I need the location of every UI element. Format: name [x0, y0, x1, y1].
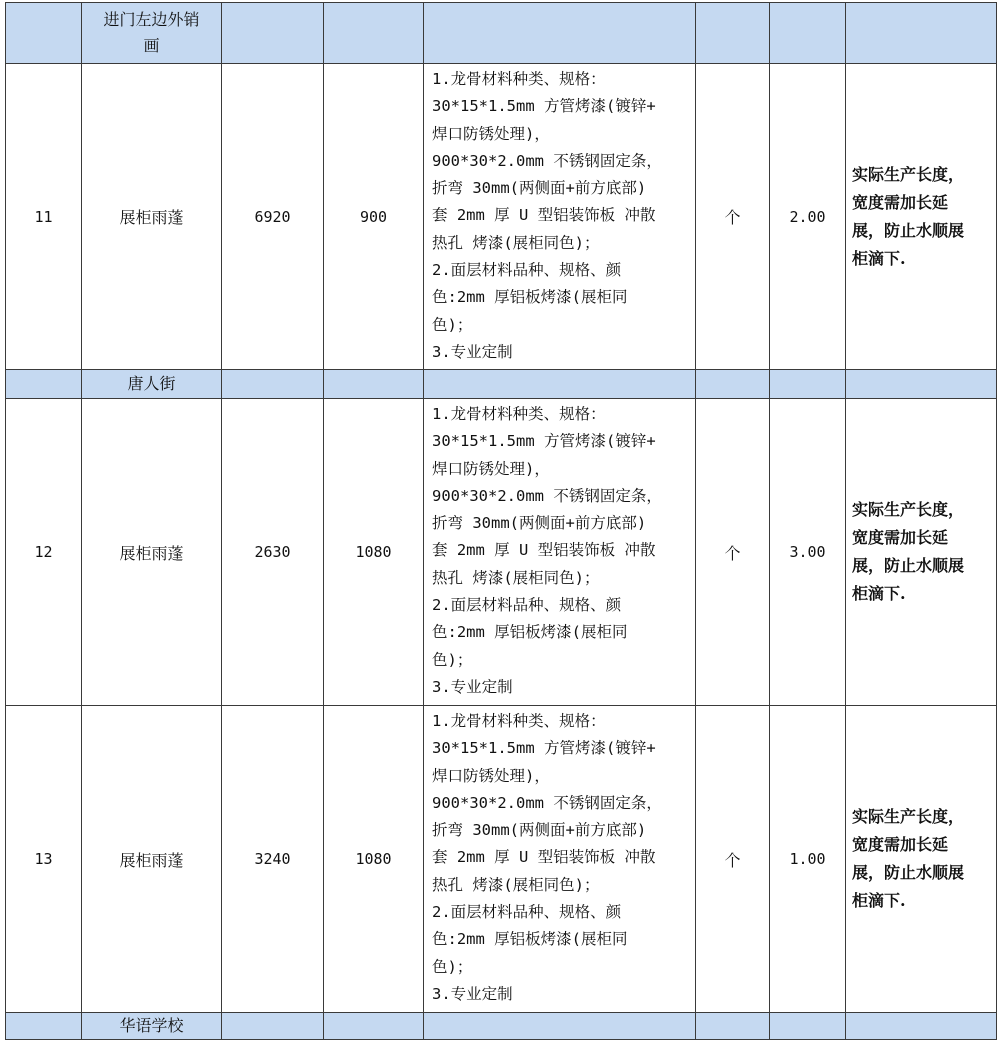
cell[interactable]: [424, 1013, 696, 1040]
cell[interactable]: [696, 3, 770, 64]
cell[interactable]: [6, 1013, 82, 1040]
section-row[interactable]: [6, 370, 997, 399]
note-cell[interactable]: [846, 64, 997, 370]
description-line: 折弯 30mm(两侧面+前方底部): [432, 514, 647, 533]
section-name-cell[interactable]: 唐人街: [82, 370, 222, 399]
description-line: 热孔 烤漆(展柜同色)；: [432, 568, 600, 587]
table-row[interactable]: [6, 706, 997, 1013]
cell[interactable]: [846, 370, 997, 399]
description-line: 1.龙骨材料种类、规格：: [432, 70, 606, 88]
description-line: 折弯 30mm(两侧面+前方底部): [432, 179, 647, 198]
cell[interactable]: [222, 1013, 324, 1040]
cell[interactable]: [846, 3, 997, 64]
note-line: 柜滴下.: [852, 584, 906, 603]
note-line: 实际生产长度，: [852, 500, 965, 519]
cell[interactable]: [424, 370, 696, 399]
length-cell[interactable]: 2630: [222, 399, 324, 706]
note-line: 实际生产长度，: [852, 164, 965, 184]
description-line: 30*15*1.5mm 方管烤漆(镀锌+: [432, 97, 656, 116]
description-line: 3.专业定制: [432, 984, 513, 1003]
cell[interactable]: [222, 3, 324, 64]
cell[interactable]: [324, 3, 424, 64]
note-line: 展，防止水顺展: [852, 556, 965, 575]
cell[interactable]: [696, 370, 770, 399]
note-line: 实际生产长度，: [852, 807, 965, 826]
cell[interactable]: [770, 370, 846, 399]
description-line: 热孔 烤漆(展柜同色)；: [432, 875, 600, 894]
quote-table: [5, 2, 997, 1040]
description-cell[interactable]: [424, 399, 696, 706]
note-line: 展，防止水顺展: [852, 220, 965, 240]
description-line: 色:2mm 厚铝板烤漆(展柜同: [432, 623, 628, 642]
description-line: 色)；: [432, 650, 473, 669]
item-name-cell[interactable]: 展柜雨蓬: [82, 64, 222, 370]
description-line: 2.面层材料品种、规格、颜: [432, 903, 622, 922]
note-line: 宽度需加长延: [852, 192, 949, 212]
section-name-cell[interactable]: 华语学校: [82, 1013, 222, 1040]
description-line: 30*15*1.5mm 方管烤漆(镀锌+: [432, 432, 656, 451]
description-line: 焊口防锈处理)，: [432, 124, 550, 143]
description-line: 色)；: [432, 315, 473, 334]
note-line: 宽度需加长延: [852, 528, 949, 547]
quantity-cell[interactable]: 3.00: [770, 399, 846, 706]
description-cell[interactable]: [424, 64, 696, 370]
section-row[interactable]: [6, 1013, 997, 1040]
note-cell[interactable]: [846, 706, 997, 1013]
section-row[interactable]: [6, 3, 997, 64]
cell[interactable]: [6, 3, 82, 64]
description-line: 折弯 30mm(两侧面+前方底部): [432, 821, 647, 840]
description-line: 色:2mm 厚铝板烤漆(展柜同: [432, 288, 628, 307]
unit-cell[interactable]: 个: [696, 706, 770, 1013]
description-cell[interactable]: [424, 706, 696, 1013]
description-line: 2.面层材料品种、规格、颜: [432, 596, 622, 615]
row-number-cell[interactable]: 12: [6, 399, 82, 706]
note-line: 展，防止水顺展: [852, 863, 965, 882]
cell[interactable]: [324, 1013, 424, 1040]
length-cell[interactable]: 3240: [222, 706, 324, 1013]
quantity-cell[interactable]: 1.00: [770, 706, 846, 1013]
cell[interactable]: [770, 3, 846, 64]
width-cell[interactable]: 1080: [324, 706, 424, 1013]
description-line: 1.龙骨材料种类、规格：: [432, 405, 606, 423]
description-line: 套 2mm 厚 U 型铝装饰板 冲散: [432, 848, 656, 867]
description-line: 焊口防锈处理)，: [432, 766, 550, 785]
description-line: 色)；: [432, 957, 473, 976]
cell[interactable]: [222, 370, 324, 399]
width-cell[interactable]: 900: [324, 64, 424, 370]
note-line: 柜滴下.: [852, 248, 906, 268]
unit-cell[interactable]: 个: [696, 399, 770, 706]
cell[interactable]: [770, 1013, 846, 1040]
cell[interactable]: [846, 1013, 997, 1040]
description-line: 套 2mm 厚 U 型铝装饰板 冲散: [432, 541, 656, 560]
note-line: 宽度需加长延: [852, 835, 949, 854]
description-line: 色:2mm 厚铝板烤漆(展柜同: [432, 930, 628, 949]
section-name-cell[interactable]: 进门左边外销 画: [82, 3, 222, 64]
length-cell[interactable]: 6920: [222, 64, 324, 370]
description-line: 3.专业定制: [432, 677, 513, 696]
description-line: 900*30*2.0mm 不锈钢固定条，: [432, 793, 662, 812]
cell[interactable]: [6, 370, 82, 399]
note-line: 柜滴下.: [852, 891, 906, 910]
description-line: 套 2mm 厚 U 型铝装饰板 冲散: [432, 206, 656, 225]
cell[interactable]: [424, 3, 696, 64]
table-row[interactable]: [6, 64, 997, 370]
description-line: 1.龙骨材料种类、规格：: [432, 712, 606, 730]
description-line: 3.专业定制: [432, 342, 513, 361]
item-name-cell[interactable]: 展柜雨蓬: [82, 399, 222, 706]
description-line: 焊口防锈处理)，: [432, 459, 550, 478]
unit-cell[interactable]: 个: [696, 64, 770, 370]
note-cell[interactable]: [846, 399, 997, 706]
description-line: 900*30*2.0mm 不锈钢固定条，: [432, 486, 662, 505]
row-number-cell[interactable]: 11: [6, 64, 82, 370]
item-name-cell[interactable]: 展柜雨蓬: [82, 706, 222, 1013]
cell[interactable]: [324, 370, 424, 399]
description-line: 30*15*1.5mm 方管烤漆(镀锌+: [432, 739, 656, 758]
row-number-cell[interactable]: 13: [6, 706, 82, 1013]
description-line: 2.面层材料品种、规格、颜: [432, 261, 622, 280]
description-line: 热孔 烤漆(展柜同色)；: [432, 233, 600, 252]
width-cell[interactable]: 1080: [324, 399, 424, 706]
cell[interactable]: [696, 1013, 770, 1040]
quantity-cell[interactable]: 2.00: [770, 64, 846, 370]
description-line: 900*30*2.0mm 不锈钢固定条，: [432, 151, 662, 170]
table-row[interactable]: [6, 399, 997, 706]
